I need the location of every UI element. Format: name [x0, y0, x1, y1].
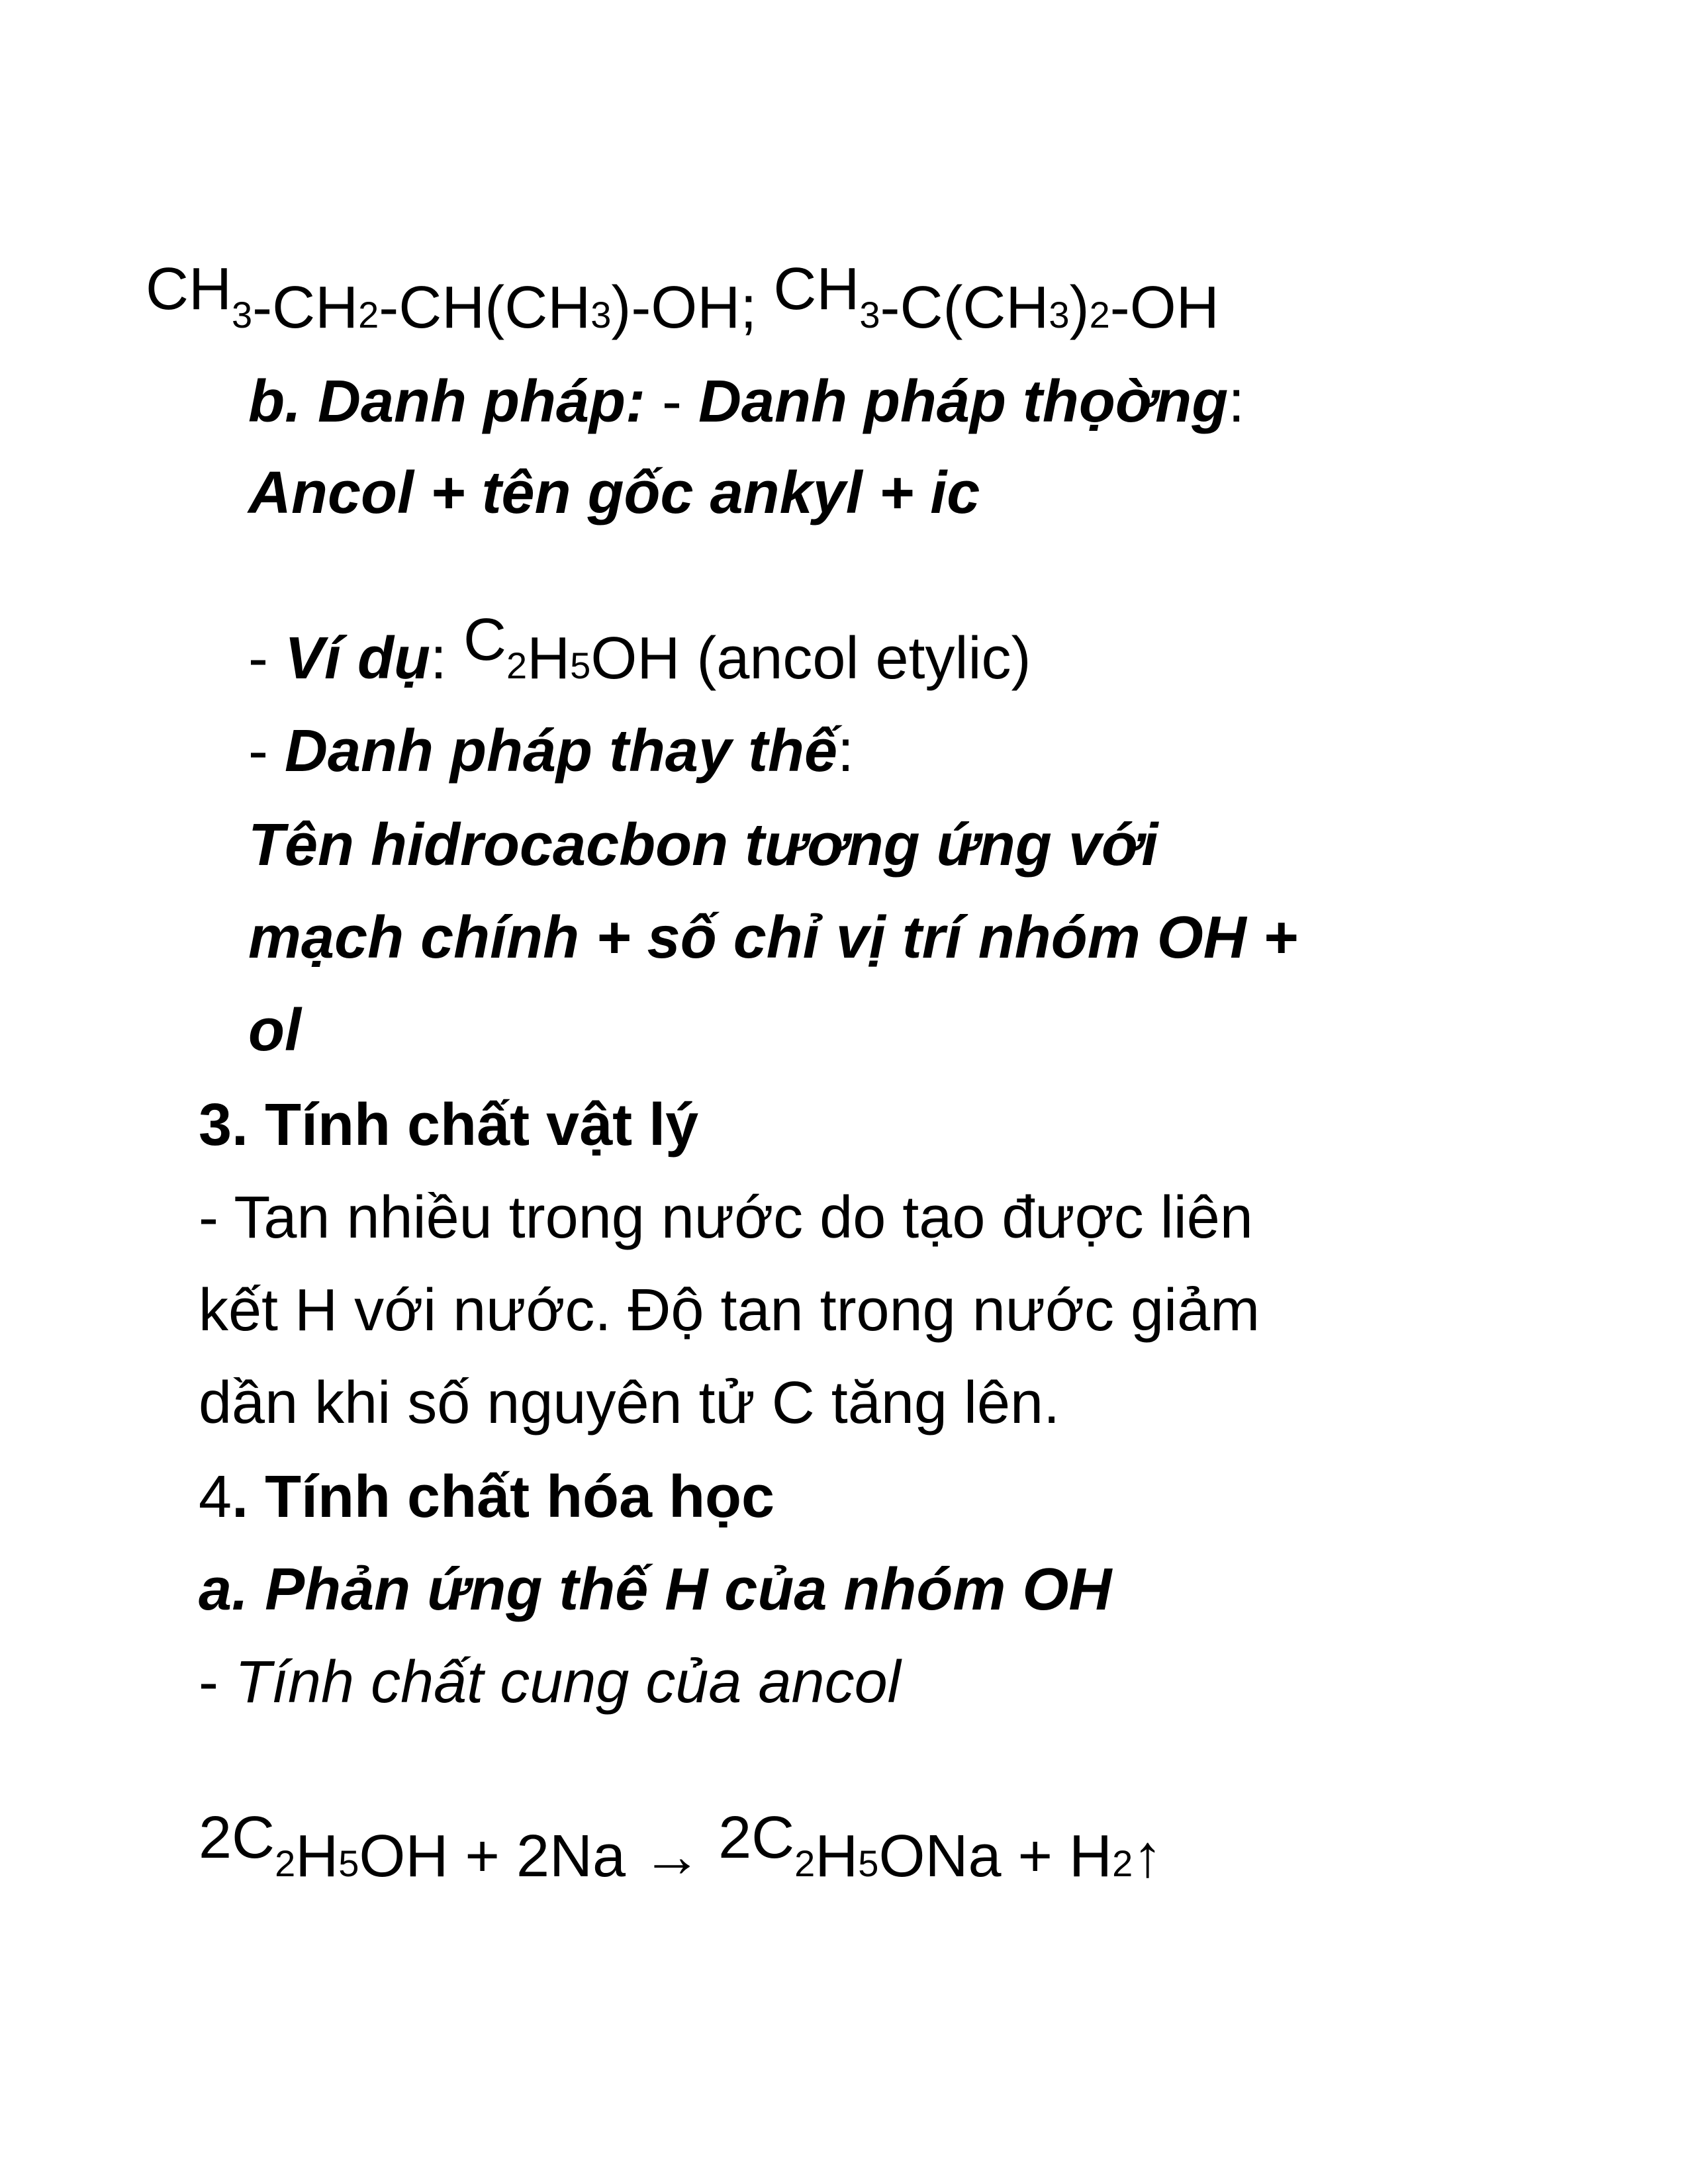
formula-a-sub2: 2 — [358, 294, 379, 336]
example-rest: OH (ancol etylic) — [590, 625, 1031, 692]
eq-h-2: H — [815, 1823, 859, 1889]
substitutive-colon: : — [837, 718, 855, 784]
formula-b-text1: -C(CH — [880, 275, 1049, 341]
example-line — [248, 607, 1031, 692]
common-name-label: Danh pháp thọ — [698, 369, 1115, 435]
example-sub5: 5 — [570, 645, 591, 686]
formula-a-ch: CH — [146, 256, 232, 322]
chemical-heading — [199, 1464, 775, 1530]
physical-text-1: - Tan nhiều trong nước do tạo được liên — [199, 1185, 1253, 1251]
eq-mid-2: ONa + H — [878, 1823, 1113, 1889]
formula-b-sub3: 3 — [859, 294, 880, 336]
eq-coef-2: 2C — [718, 1805, 795, 1871]
substitutive-rule-1: Tên hidrocacbon tương ứng với — [248, 812, 1158, 878]
substitutive-rule-3: ol — [248, 997, 301, 1064]
physical-text-2: kết H với nước. Độ tan trong nước giảm — [199, 1277, 1260, 1343]
eq-sub2-c: 2 — [1112, 1843, 1133, 1884]
example-label: Ví dụ — [284, 625, 430, 692]
physical-heading: 3. Tính chất vật lý — [199, 1092, 699, 1158]
formula-a-text3: )-OH; — [611, 275, 757, 341]
chemical-note-dash: - — [199, 1649, 235, 1715]
chemical-heading-num: 4 — [199, 1464, 232, 1530]
eq-coef-1: 2C — [199, 1805, 275, 1871]
formula-b-text2: ) — [1069, 275, 1090, 341]
substitutive-rule-2: mạch chính + số chỉ vị trí nhóm OH + — [248, 905, 1298, 971]
up-arrow-icon: ↑ — [1133, 1823, 1163, 1889]
formula-a-sub3b: 3 — [590, 294, 612, 336]
formula-b-sub2: 2 — [1089, 294, 1110, 336]
formula-b-ch: CH — [773, 256, 860, 322]
example-c: C — [463, 607, 506, 673]
common-name-rule: Ancol + tên gốc ankyl + ic — [248, 460, 980, 526]
eq-mid-1: OH + 2Na → — [359, 1823, 719, 1889]
physical-text-3: dần khi số nguyên tử C tăng lên. — [199, 1370, 1060, 1436]
formula-a-sub3: 3 — [232, 294, 253, 336]
example-colon: : — [430, 625, 463, 692]
formula-b-sub3b: 3 — [1049, 294, 1070, 336]
eq-h-1: H — [295, 1823, 339, 1889]
example-h: H — [527, 625, 571, 692]
formula-a-text2: -CH(CH — [379, 275, 591, 341]
substitutive-dash: - — [248, 718, 285, 784]
chemical-note — [199, 1649, 901, 1715]
common-name-colon: : — [1228, 369, 1245, 435]
chemical-heading-text: . Tính chất hóa học — [232, 1464, 775, 1530]
example-sub2: 2 — [506, 645, 528, 686]
chemical-sub-heading: a. Phản ứng thế H của nhóm OH — [199, 1557, 1112, 1623]
formula-line — [146, 256, 1219, 341]
chemical-note-text: Tính chất cung của ancol — [234, 1649, 901, 1715]
eq-sub5-b: 5 — [858, 1843, 879, 1884]
formula-b-text3: -OH — [1109, 275, 1219, 341]
substitutive-label: Danh pháp thay thế — [284, 718, 838, 784]
substitutive-line — [248, 718, 855, 784]
example-dash: - — [248, 625, 285, 692]
nomenclature-dash: - — [645, 369, 698, 435]
common-name-label-tail: ờng — [1115, 369, 1229, 435]
reaction-equation — [199, 1805, 1163, 1889]
eq-sub2-b: 2 — [794, 1843, 816, 1884]
nomenclature-heading: b. Danh pháp: — [248, 369, 645, 435]
nomenclature-heading-line — [248, 369, 1245, 435]
formula-a-text1: -CH — [252, 275, 359, 341]
eq-sub5-a: 5 — [338, 1843, 359, 1884]
eq-sub2-a: 2 — [275, 1843, 296, 1884]
